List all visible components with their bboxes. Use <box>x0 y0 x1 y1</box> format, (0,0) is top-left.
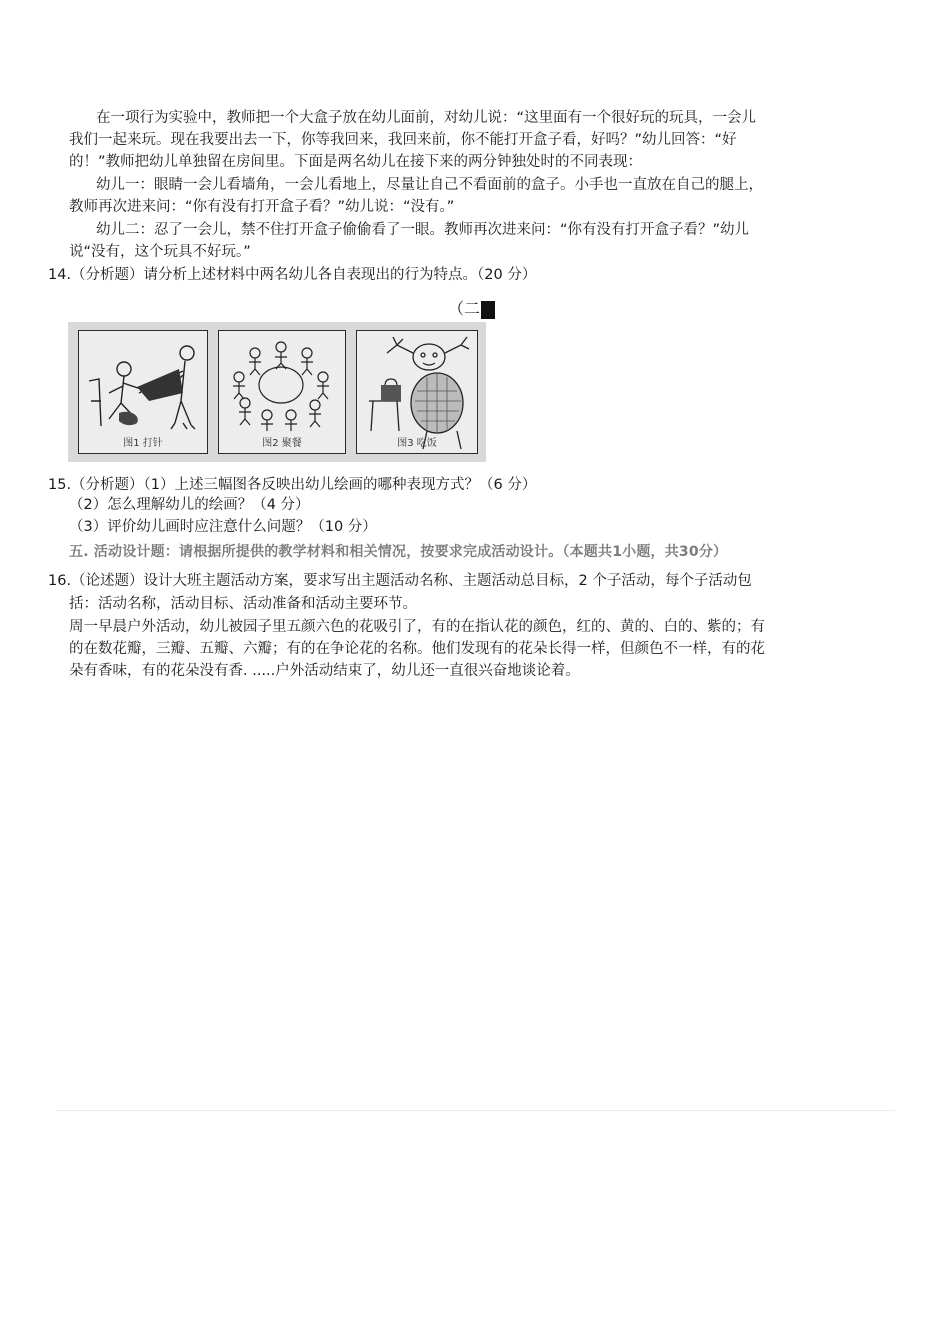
page-divider <box>55 1110 895 1111</box>
question-16-line-2: 括：活动名称，活动目标、活动准备和活动主要环节。 <box>69 596 417 612</box>
children-drawings-figure <box>68 322 486 462</box>
section-marker-text: （二 <box>448 299 481 318</box>
section-marker <box>448 296 495 319</box>
drawing-panel-1 <box>78 330 208 454</box>
material-paragraph-3-line-1: 幼儿二：忍了一会儿，禁不住打开盒子偷偷看了一眼。教师再次进来问：“你有没有打开盒子看？”幼儿 <box>96 222 750 238</box>
question-16-material-line-2: 的在数花瓣，三瓣、五瓣、六瓣；有的在争论花的名称。他们发现有的花朵长得一样，但颜色不一样，有的花 <box>69 641 765 657</box>
caption-figure-2: 图2 聚餐 <box>262 438 302 449</box>
material-paragraph-2-line-2: 教师再次进来问：“你有没有打开盒子看？”幼儿说：“没有。” <box>69 199 455 215</box>
material-paragraph-1-line-3: 的！”教师把幼儿单独留在房间里。下面是两名幼儿在接下来的两分钟独处时的不同表现： <box>69 154 643 170</box>
question-16-line-1: 16.（论述题）设计大班主题活动方案，要求写出主题活动名称、主题活动总目标，2 个子活动，每个子活动包 <box>48 573 752 589</box>
material-paragraph-3-line-2: 说“没有，这个玩具不好玩。” <box>69 244 251 260</box>
question-15-part-1: 15.（分析题）（1）上述三幅图各反映出幼儿绘画的哪种表现方式？（6 分） <box>48 477 537 493</box>
section-5-heading: 五. 活动设计题：请根据所提供的教学材料和相关情况，按要求完成活动设计。（本题共1小题，共30分） <box>69 544 728 560</box>
redaction-block <box>481 301 495 319</box>
drawing-panel-2 <box>218 330 346 454</box>
question-15-part-2: （2）怎么理解幼儿的绘画？（4 分） <box>69 497 310 513</box>
question-15-part-3: （3）评价幼儿画时应注意什么问题？（10 分） <box>69 519 377 535</box>
question-16-material-line-1: 周一早晨户外活动，幼儿被园子里五颜六色的花吸引了，有的在指认花的颜色，红的、黄的、白的、紫的；有 <box>69 619 765 635</box>
material-paragraph-2-line-1: 幼儿一：眼睛一会儿看墙角，一会儿看地上，尽量让自己不看面前的盒子。小手也一直放在自己的腿上， <box>96 177 763 193</box>
caption-figure-3: 图3 吃饭 <box>397 438 437 449</box>
drawing-panel-3 <box>356 330 478 454</box>
question-16-material-line-3: 朵有香味，有的花朵没有香. .....户外活动结束了，幼儿还一直很兴奋地谈论着。 <box>69 663 580 679</box>
material-paragraph-1-line-1: 在一项行为实验中，教师把一个大盒子放在幼儿面前，对幼儿说：“这里面有一个很好玩的玩具，一会儿 <box>96 110 757 126</box>
material-paragraph-1-line-2: 我们一起来玩。现在我要出去一下，你等我回来，我回来前，你不能打开盒子看，好吗？”幼儿回答：“好 <box>69 132 737 148</box>
caption-figure-1: 图1 打针 <box>123 438 163 449</box>
question-14: 14.（分析题）请分析上述材料中两名幼儿各自表现出的行为特点。（20 分） <box>48 267 537 283</box>
